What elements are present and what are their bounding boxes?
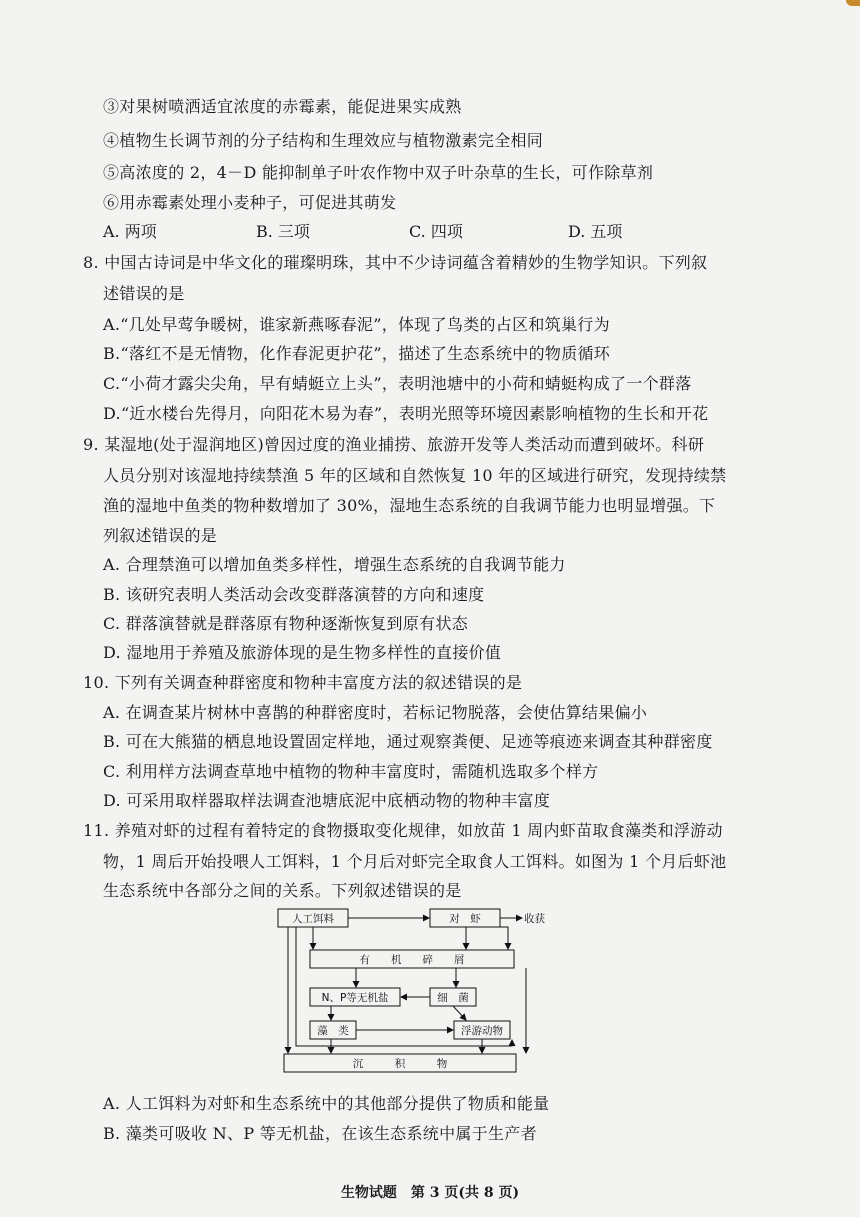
salts-label: N、P等无机盐 [321, 992, 389, 1004]
text-line: 列叙述错误的是 [103, 526, 218, 545]
option-c: C. 四项 [409, 222, 463, 241]
text-line: A. 人工饵料为对虾和生态系统中的其他部分提供了物质和能量 [103, 1094, 550, 1113]
option-d: D. 五项 [568, 222, 623, 241]
text-line: ④植物生长调节剂的分子结构和生理效应与植物激素完全相同 [103, 131, 544, 150]
question-11-stem: 11. 养殖对虾的过程有着特定的食物摄取变化规律，如放苗 1 周内虾苗取食藻类和浮游动 [83, 821, 723, 840]
bacteria-label: 细 菌 [437, 992, 469, 1004]
text-line: ⑥用赤霉素处理小麦种子，可促进其萌发 [103, 193, 397, 212]
text-line: A.“几处早莺争暖树，谁家新燕啄春泥”，体现了鸟类的占区和筑巢行为 [103, 315, 610, 334]
text-line: 物，1 周后开始投喂人工饵料，1 个月后对虾完全取食人工饵料。如图为 1 个月后虾池 [103, 852, 727, 871]
zooplankton-label: 浮游动物 [461, 1025, 503, 1037]
text-line: B. 该研究表明人类活动会改变群落演替的方向和速度 [103, 585, 485, 604]
text-line: 述错误的是 [103, 284, 185, 303]
text-line: A. 合理禁渔可以增加鱼类多样性，增强生态系统的自我调节能力 [103, 555, 566, 574]
option-b: B. 三项 [256, 222, 310, 241]
debris-label: 有 机 碎 屑 [359, 954, 465, 966]
food-web-svg [276, 906, 545, 1076]
text-line: 渔的湿地中鱼类的物种数增加了 30%，湿地生态系统的自我调节能力也明显增强。下 [103, 496, 716, 515]
food-web-diagram [276, 906, 545, 1076]
text-line: B.“落红不是无情物，化作春泥更护花”，描述了生态系统中的物质循环 [103, 344, 611, 363]
text-line: D. 湿地用于养殖及旅游体现的是生物多样性的直接价值 [103, 643, 502, 662]
harvest-label: 收获 [524, 913, 545, 925]
question-8-stem: 8. 中国古诗词是中华文化的璀璨明珠，其中不少诗词蕴含着精妙的生物学知识。下列叙 [83, 253, 708, 272]
feed-label: 人工饵料 [292, 913, 334, 925]
text-line: C. 群落演替就是群落原有物种逐渐恢复到原有状态 [103, 614, 469, 633]
text-line: B. 藻类可吸收 N、P 等无机盐，在该生态系统中属于生产者 [103, 1124, 537, 1143]
algae-label: 藻 类 [317, 1025, 349, 1037]
question-10-stem: 10. 下列有关调查种群密度和物种丰富度方法的叙述错误的是 [83, 673, 523, 692]
question-9-stem: 9. 某湿地(处于湿润地区)曾因过度的渔业捕捞、旅游开发等人类活动而遭到破坏。科研 [83, 435, 705, 454]
text-line: A. 在调查某片树林中喜鹊的种群密度时，若标记物脱落，会使估算结果偏小 [103, 703, 648, 722]
text-line: ③对果树喷洒适宜浓度的赤霉素，能促进果实成熟 [103, 97, 462, 116]
text-line: C. 利用样方法调查草地中植物的物种丰富度时，需随机选取多个样方 [103, 762, 599, 781]
page-corner-mark [846, 0, 860, 6]
text-line: B. 可在大熊猫的栖息地设置固定样地，通过观察粪便、足迹等痕迹来调查其种群密度 [103, 732, 713, 751]
page-footer: 生物试题 第 3 页(共 8 页) [340, 1185, 520, 1201]
q7-options [103, 222, 663, 244]
text-line: D. 可采用取样器取样法调查池塘底泥中底栖动物的物种丰富度 [103, 791, 551, 810]
text-line: 生态系统中各部分之间的关系。下列叙述错误的是 [103, 881, 462, 900]
option-a: A. 两项 [103, 222, 157, 241]
shrimp-label: 对 虾 [449, 913, 481, 925]
text-line: 人员分别对该湿地持续禁渔 5 年的区域和自然恢复 10 年的区域进行研究，发现持续禁 [103, 466, 727, 485]
text-line: D.“近水楼台先得月，向阳花木易为春”，表明光照等环境因素影响植物的生长和开花 [103, 404, 709, 423]
text-line: ⑤高浓度的 2，4－D 能抑制单子叶农作物中双子叶杂草的生长，可作除草剂 [103, 163, 654, 182]
sediment-label: 沉 积 物 [352, 1058, 448, 1070]
text-line: C.“小荷才露尖尖角，早有蜻蜓立上头”，表明池塘中的小荷和蜻蜓构成了一个群落 [103, 374, 692, 393]
